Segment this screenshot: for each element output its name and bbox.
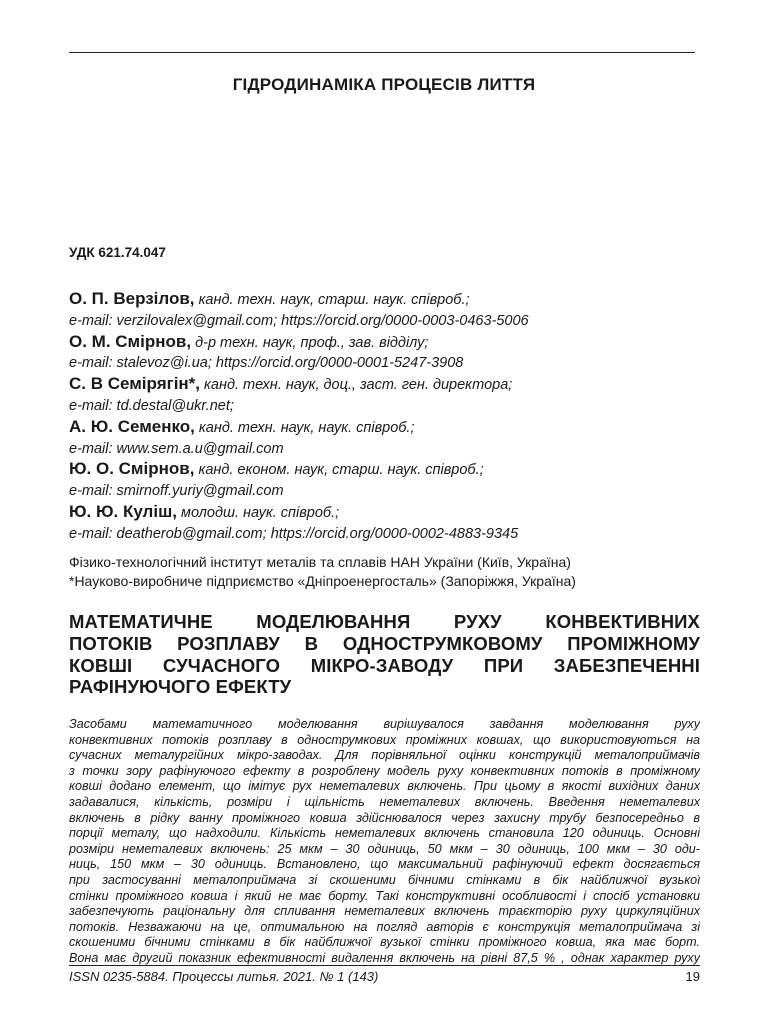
abstract-line: з точки зору рафінуючого ефекту в розроблену модель руху конвективних потоків в проміжному [69, 763, 700, 778]
title-line: КОВШІ СУЧАСНОГО МІКРО-ЗАВОДУ ПРИ ЗАБЕЗПЕЧЕННІ [69, 654, 700, 676]
author-title: канд. економ. наук, старш. наук. співроб.; [194, 462, 484, 479]
page-number: 19 [685, 969, 700, 984]
abstract-line: потоків. Незважаючи на це, оптимальною на погляд авторів є конструкція металоприймача зі [69, 919, 700, 934]
author-name: О. М. Смірнов, [69, 331, 192, 351]
author-email: e-mail: deatherob@gmail.com; https://orcid.org/0000-0002-4883-9345 [69, 525, 519, 542]
udk-code: УДК 621.74.047 [69, 245, 166, 260]
abstract-line: задавалися, кількість, розміри і щільність неметалевих включень. Введення неметалевих [69, 794, 700, 809]
author-name: А. Ю. Семенко, [69, 416, 195, 436]
author-name: С. В Семірягін*, [69, 374, 201, 394]
section-header: ГІДРОДИНАМІКА ПРОЦЕСІВ ЛИТТЯ [232, 75, 536, 94]
author-email: e-mail: www.sem.a.u@gmail.com [69, 440, 284, 457]
author-email: e-mail: stalevoz@i.ua; https://orcid.org/0000-0001-5247-3908 [69, 355, 464, 372]
author-entry [69, 502, 709, 545]
author-entry [69, 332, 709, 375]
authors-block [69, 289, 709, 545]
author-entry [69, 417, 709, 460]
abstract-line: Засобами математичного моделювання вирішувалося завдання моделювання руху [69, 717, 700, 731]
abstract-line: ниць, 150 мкм – 30 одиниць. Встановлено, що максимальний рафінуючий ефект досягається [69, 857, 700, 872]
affiliation-line: *Науково-виробниче підприємство «Дніпроенергосталь» (Запоріжжя, Україна) [69, 572, 576, 589]
author-email: e-mail: verzilovalex@gmail.com; https://orcid.org/0000-0003-0463-5006 [69, 312, 529, 329]
abstract-line: при застосуванні металоприймача зі скошеними бічними стінками в бік найближчої вузької [69, 872, 700, 887]
author-name: О. П. Верзілов, [69, 289, 195, 308]
affiliations [69, 553, 709, 590]
article-title [69, 611, 700, 698]
author-entry [69, 459, 709, 502]
author-title: д-р техн. наук, проф., зав. відділу; [191, 334, 429, 351]
title-line: ПОТОКІВ РОЗПЛАВУ В ОДНОСТРУМКОВОМУ ПРОМІЖНОМУ [69, 632, 700, 654]
abstract-line: сучасних металургійних мікро-заводах. Для порівняльної оцінки конструкцій металоприймачів [69, 748, 700, 763]
abstract-line: забезпечують раціональну для спливання неметалевих включень траєкторію руху циркуляційних [69, 904, 700, 919]
author-title: канд. техн. наук, старш. наук. співроб.; [194, 292, 470, 308]
author-title: канд. техн. наук, доц., заст. ген. директора; [200, 377, 513, 394]
affiliation-line: Фізико-технологічний інститут металів та сплавів НАН України (Київ, Україна) [69, 554, 571, 570]
author-email: e-mail: td.destal@ukr.net; [69, 397, 234, 414]
abstract-line: ковші додано елемент, що імітує рух неметалевих включень. При цьому в якості вихідних даних [69, 779, 700, 794]
abstract-line: розміри неметалевих включень: 25 мкм – 30 одиниць, 50 мкм – 30 одиниць, 100 мкм – 30 оди- [69, 841, 700, 856]
abstract-line: включень в рідку ванну проміжного ковша здійснювалося через захисну трубу безпосередньо в [69, 810, 700, 825]
footer-rule [69, 965, 700, 966]
top-rule [69, 52, 695, 53]
abstract-line: конвективних потоків розплаву в однострумкових проміжних ковшах, що використовуються на [69, 732, 700, 747]
author-title: канд. техн. наук, наук. співроб.; [194, 419, 415, 436]
author-entry [69, 289, 709, 332]
author-title: молодш. наук. співроб.; [176, 504, 340, 521]
abstract-line: порції металу, що надходили. Кількість неметалевих включень становила 120 одиниць. Основні [69, 826, 700, 841]
title-line: РАФІНУЮЧОГО ЕФЕКТУ [69, 676, 292, 698]
author-entry [69, 374, 709, 417]
title-line: МАТЕМАТИЧНЕ МОДЕЛЮВАННЯ РУХУ КОНВЕКТИВНИХ [69, 611, 700, 632]
author-name: Ю. Ю. Куліш, [69, 501, 177, 521]
abstract [69, 717, 700, 967]
abstract-line: Вона має другий показник ефективності видалення включень на рівні 87,5 % , однак характер руху [69, 950, 700, 965]
abstract-line: стінки проміжного ковша і який не має борту. Такі конструктивні особливості і спосіб установки [69, 888, 700, 903]
author-email: e-mail: smirnoff.yuriy@gmail.com [69, 483, 284, 500]
journal-citation: ISSN 0235-5884. Процессы литья. 2021. № 1 (143) [69, 969, 379, 984]
abstract-line: скошеними бічними стінками в бік найближчої вузької стінки проміжного ковша, яка має борт. [69, 935, 700, 950]
author-name: Ю. О. Смірнов, [69, 459, 195, 479]
